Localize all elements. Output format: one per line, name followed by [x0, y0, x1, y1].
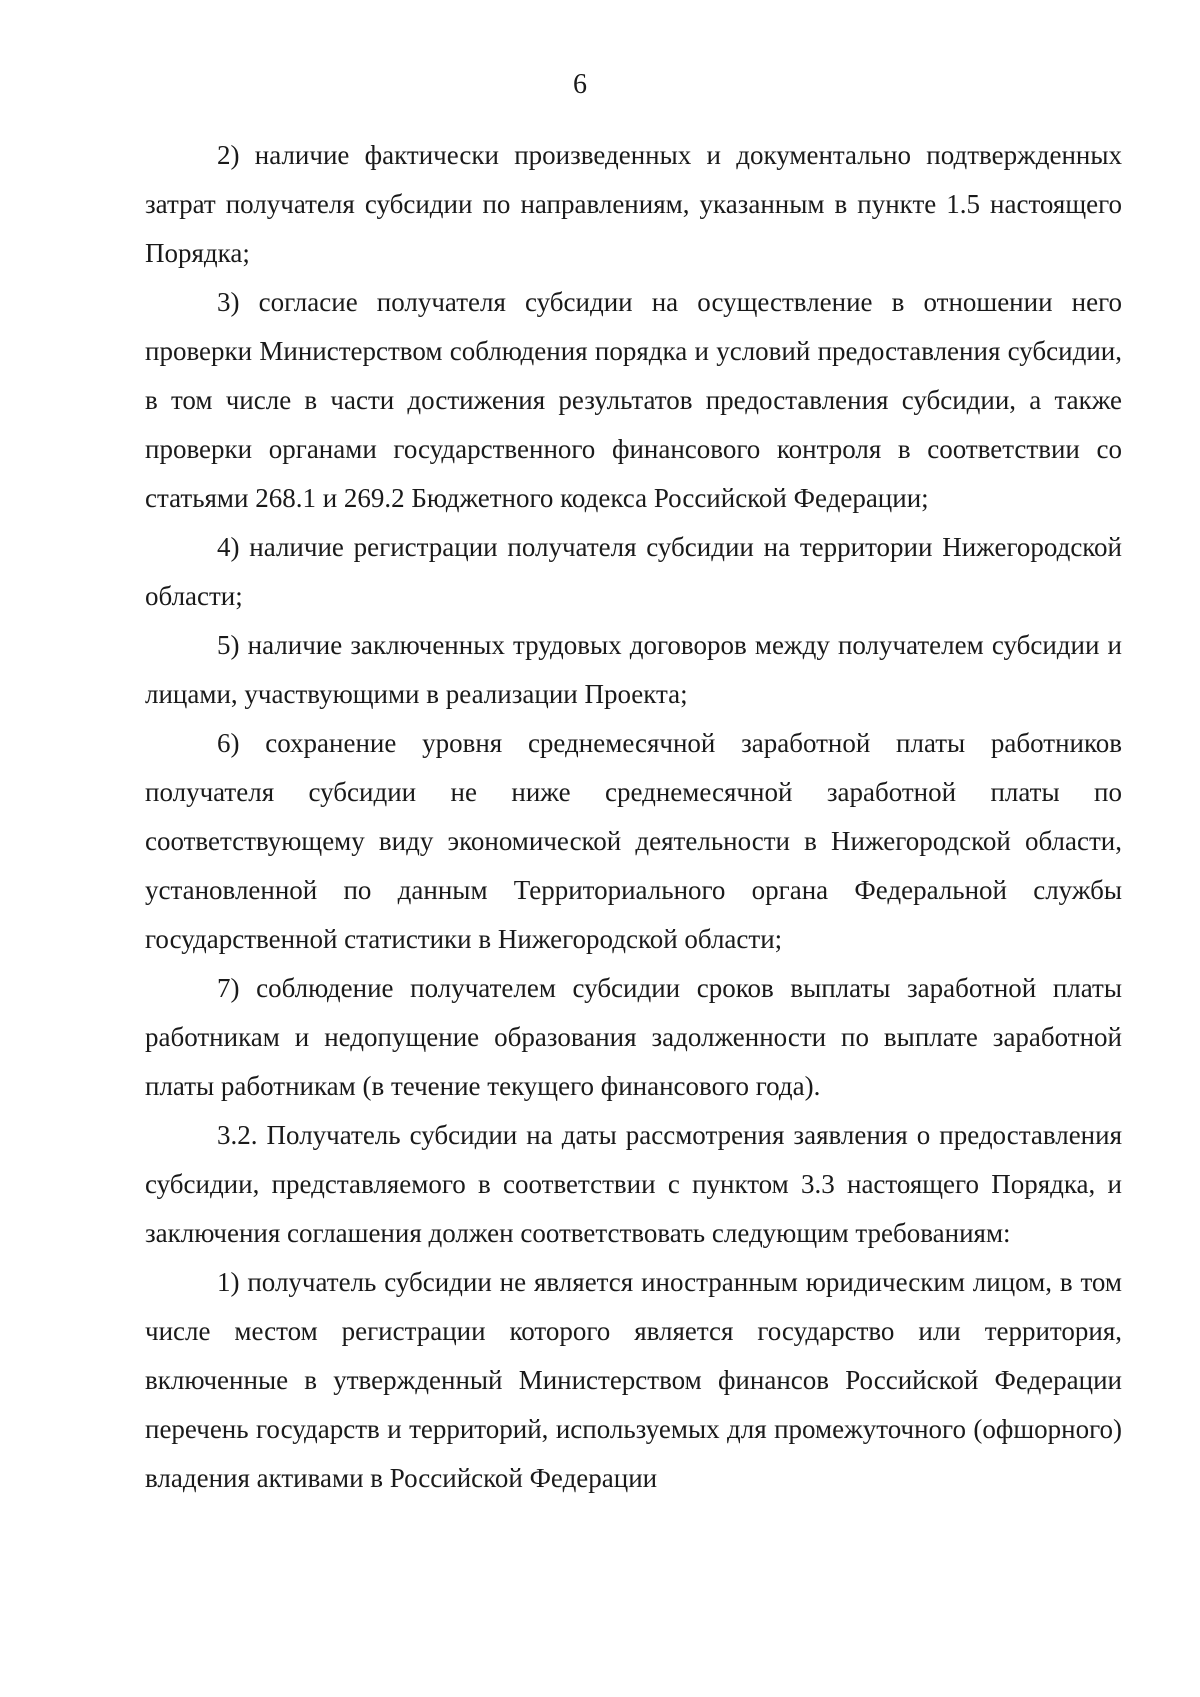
paragraph-item-6: 6) сохранение уровня среднемесячной заработной платы работников получателя субсидии не ниже среднемесячной заработной платы по соответствующему виду экономической деятельности в Нижегородской области, установленной по данным Территориального органа Федеральной службы государственной статистики в Нижегородской области;: [145, 728, 1122, 954]
paragraph-item-4: 4) наличие регистрации получателя субсидии на территории Нижегородской области;: [145, 532, 1122, 611]
paragraph-section-3-2: 3.2. Получатель субсидии на даты рассмотрения заявления о предоставления субсидии, представляемого в соответствии с пунктом 3.3 настоящего Порядка, и заключения соглашения должен соответствовать следующим требованиям:: [145, 1120, 1122, 1248]
paragraph-requirement-1: 1) получатель субсидии не является иностранным юридическим лицом, в том числе местом регистрации которого является государство или территория, включенные в утвержденный Министерством финансов Российской Федерации перечень государств и территорий, используемых для промежуточного (офшорного) владения активами в Российской Федерации: [145, 1267, 1122, 1493]
paragraph-item-5: 5) наличие заключенных трудовых договоров между получателем субсидии и лицами, участвующими в реализации Проекта;: [145, 630, 1122, 709]
page-number: 6: [573, 69, 587, 100]
paragraph-item-7: 7) соблюдение получателем субсидии сроков выплаты заработной платы работникам и недопущение образования задолженности по выплате заработной платы работникам (в течение текущего финансового года).: [145, 973, 1122, 1101]
paragraph-item-2: 2) наличие фактически произведенных и документально подтвержденных затрат получателя субсидии по направлениям, указанным в пункте 1.5 настоящего Порядка;: [145, 140, 1122, 268]
document-body: [145, 131, 1122, 1503]
paragraph-item-3: 3) согласие получателя субсидии на осуществление в отношении него проверки Министерством соблюдения порядка и условий предоставления субсидии, в том числе в части достижения результатов предоставления субсидии, а также проверки органами государственного финансового контроля в соответствии со статьями 268.1 и 269.2 Бюджетного кодекса Российской Федерации;: [145, 287, 1122, 513]
